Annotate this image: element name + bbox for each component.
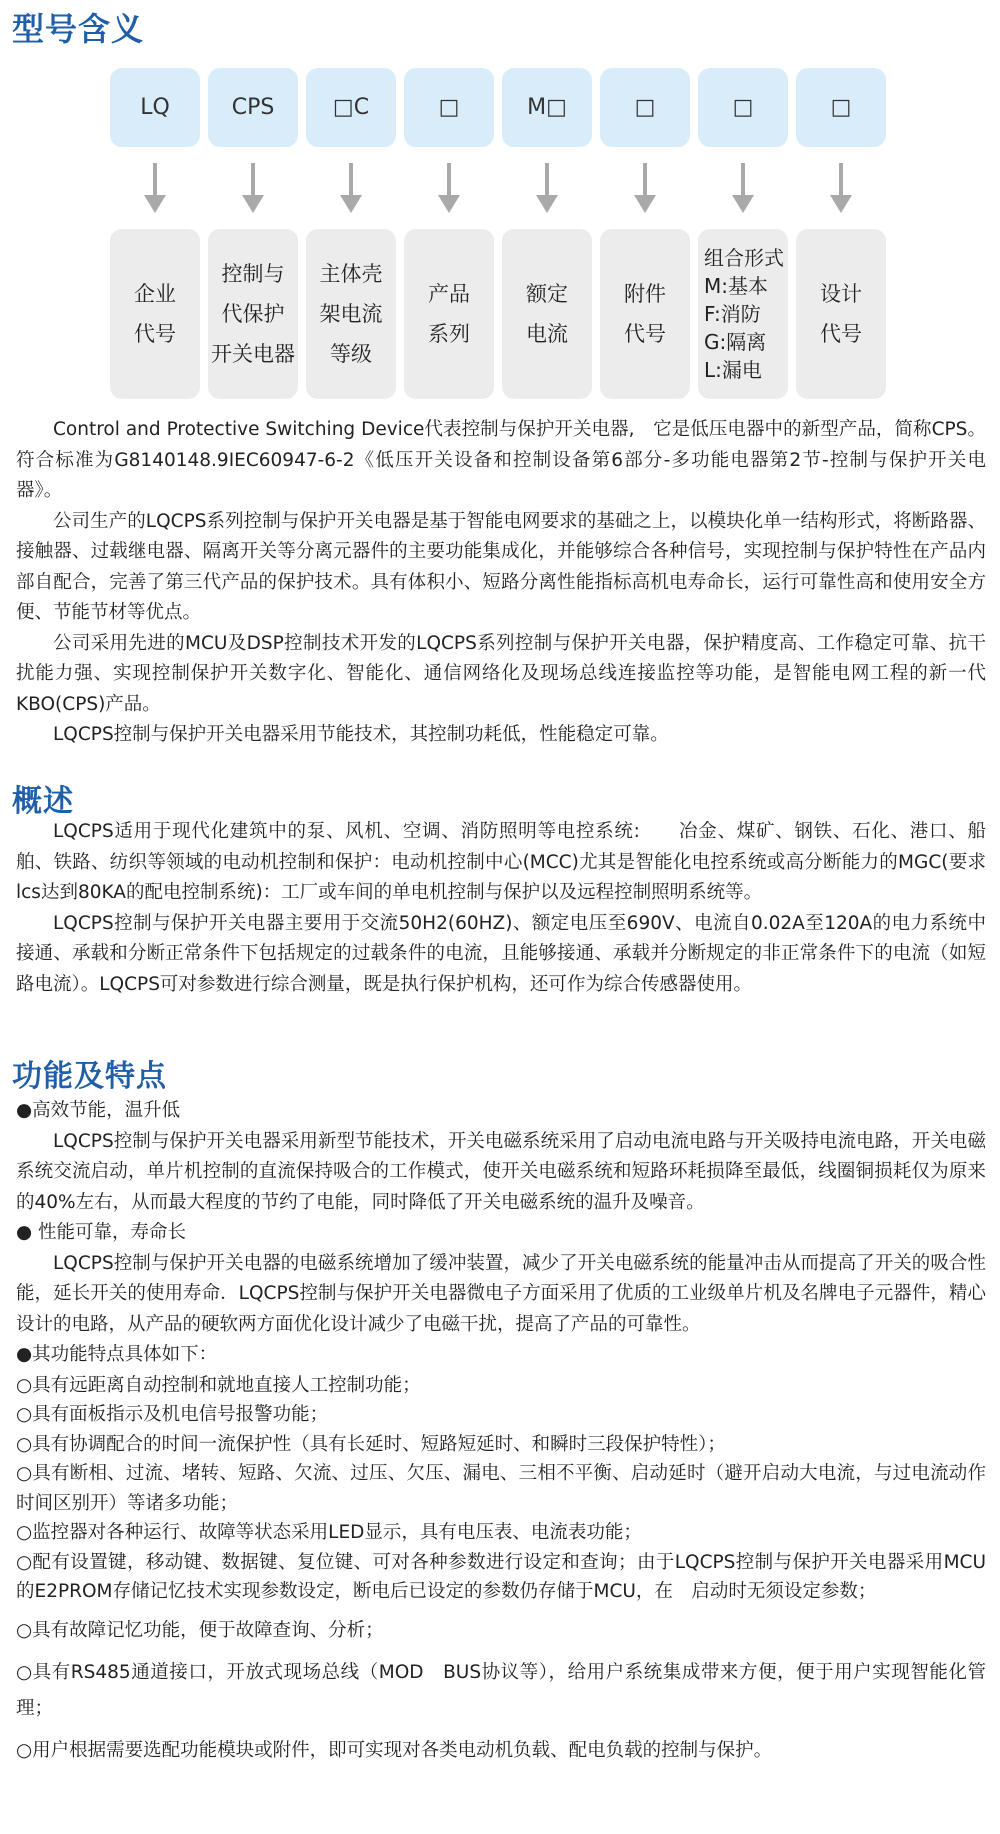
code-box-lq: LQ [110,68,200,147]
desc-line: 额定 [526,282,568,306]
desc-line: F:消防 [704,302,761,326]
arrow-down-icon [144,163,166,213]
code-box-accessory: □ [600,68,690,147]
feature-list-item: ○具有RS485通道接口，开放式现场总线（MOD BUS协议等），给用户系统集成带来方便，便于用户实现智能化管理； [16,1661,986,1719]
desc-line: 架电流 [319,302,383,326]
code-box-rated-current: M□ [502,68,592,147]
desc-line: 设计 [820,282,862,306]
overview-paragraph: LQCPS适用于现代化建筑中的泵、风机、空调、消防照明等电控系统: 冶金、煤矿、钢铁、石化、港口、船舶、铁路、纺织等领域的电动机控制和保护：电动机控制中心(MCC)尤其是智能化电控系统或高分断能力的MGC(要求lcs达到80KA的配电控制系统)：工厂或车间的单电机控制与保护以及远程控制照明系统等。 [16,821,986,903]
desc-line: 产品 [428,282,470,306]
feature-list-item: ○配有设置键，移动键、数据键、复位键、可对各种参数进行设定和查询；由于LQCPS控制与保护开关电器采用MCU的E2PROM存储记忆技术实现参数设定，断电后已设定的参数仍存储于MCU，在 启动时无须设定参数； [16,1551,986,1602]
desc-line: 控制与 [221,262,285,286]
feature-list-item: ○用户根据需要选配功能模块或附件，即可实现对各类电动机负载、配电负载的控制与保护。 [16,1739,773,1761]
overview-text [16,817,986,1000]
desc-line: 电流 [526,322,568,346]
desc-box-series [404,229,494,399]
code-box-cps: CPS [208,68,298,147]
desc-line: 代号 [820,322,862,346]
intro-paragraph: Control and Protective Switching Device代表控制与保护开关电器, 它是低压电器中的新型产品，简称CPS。符合标准为G8140148.9IEC60947-6-2《低压开关设备和控制设备第6部分-多功能电器第2节-控制与保护开关电器》。 [16,419,986,501]
features-title: 功能及特点 [12,1059,167,1094]
arrow-down-icon [634,163,656,213]
feature-list-item: ○具有断相、过流、堵转、短路、欠流、过压、欠压、漏电、三相不平衡、启动延时（避开启动大电流，与过电流动作时间区别开）等诸多功能； [16,1463,986,1514]
feature-heading: ●高效节能，温升低 [16,1100,181,1121]
desc-box-frame-current [306,229,396,399]
feature-list-item: ○具有故障记忆功能，便于故障查询、分析； [16,1619,384,1641]
intro-text [16,415,986,751]
intro-paragraph: 公司采用先进的MCU及DSP控制技术开发的LQCPS系列控制与保护开关电器，保护精度高、工作稳定可靠、抗干扰能力强、实现控制保护开关数字化、智能化、通信网络化及现场总线连接监控等功能，是智能电网工程的新一代KBO(CPS)产品。 [16,632,986,715]
intro-paragraph: LQCPS控制与保护开关电器采用节能技术，其控制功耗低，性能稳定可靠。 [53,724,669,745]
desc-line: 代号 [134,322,176,346]
feature-paragraph: LQCPS控制与保护开关电器的电磁系统增加了缓冲装置，减少了开关电磁系统的能量冲击从而提高了开关的吸合性能，延长开关的使用寿命．LQCPS控制与保护开关电器微电子方面采用了优质的工业级单片机及名牌电子元器件，精心设计的电路，从产品的硬软两方面优化设计减少了电磁干扰，提高了产品的可靠性。 [16,1252,986,1335]
arrow-down-icon [242,163,264,213]
features-text [16,1096,986,1769]
overview-paragraph: LQCPS控制与保护开关电器主要用于交流50H2(60HZ)、额定电压至690V、电流自0.02A至120A的电力系统中接通、承载和分断正常条件下包括规定的过载条件的电流，且能够接通、承载并分断规定的非正常条件下的电流（如短路电流）。LQCPS可对参数进行综合测量，既是执行保护机构，还可作为综合传感器使用。 [16,912,986,995]
desc-line: G:隔离 [704,330,767,354]
intro-paragraph: 公司生产的LQCPS系列控制与保护开关电器是基于智能电网要求的基础之上，以模块化单一结构形式，将断路器、接触器、过载继电器、隔离开关等分离元器件的主要功能集成化，并能够综合各种信号，实现控制与保护特性在产品内部自配合，完善了第三代产品的保护技术。具有体积小、短路分离性能指标高机电寿命长，运行可靠性高和使用安全方便、节能节材等优点。 [16,510,986,623]
arrow-down-icon [438,163,460,213]
arrow-down-icon [732,163,754,213]
code-box-series: □ [404,68,494,147]
desc-line: 组合形式 [704,246,784,270]
feature-list-item: ○监控器对各种运行、故障等状态采用LED显示，具有电压表、电流表功能； [16,1522,642,1543]
desc-line: 代号 [624,322,666,346]
desc-box-enterprise-code [110,229,200,399]
code-box-combination: □ [698,68,788,147]
desc-line: 主体壳 [319,262,383,286]
feature-list-item: ○具有协调配合的时间一流保护性（具有长延时、短路短延时、和瞬时三段保护特性）； [16,1433,726,1455]
feature-heading: ●其功能特点具体如下： [16,1344,218,1365]
feature-heading: ● 性能可靠，寿命长 [16,1222,187,1243]
desc-line: 附件 [624,282,666,306]
arrow-down-icon [340,163,362,213]
desc-line: M:基本 [704,274,768,298]
model-meaning-title: 型号含义 [12,10,145,48]
code-box-frame-current: □C [306,68,396,147]
desc-box-cps [208,229,298,399]
desc-line: 代保护 [221,302,285,326]
feature-paragraph: LQCPS控制与保护开关电器采用新型节能技术，开关电磁系统采用了启动电流电路与开关吸持电流电路，开关电磁系统交流启动，单片机控制的直流保持吸合的工作模式，使开关电磁系统和短路环耗损降至最低，线圈铜损耗仅为原来的40%左右，从而最大程度的节约了电能，同时降低了开关电磁系统的温升及噪音。 [16,1130,986,1213]
desc-line: 等级 [330,342,372,366]
desc-box-accessory [600,229,690,399]
desc-line: 开关电器 [211,342,295,366]
desc-box-combination [698,229,788,399]
feature-list-item: ○具有远距离自动控制和就地直接人工控制功能； [16,1374,421,1396]
overview-title: 概述 [12,784,74,819]
desc-box-rated-current [502,229,592,399]
arrow-down-icon [536,163,558,213]
desc-line: L:漏电 [704,358,762,382]
desc-box-design-code [796,229,886,399]
desc-line: 企业 [134,282,176,306]
arrow-down-icon [830,163,852,213]
desc-line: 系列 [428,322,470,346]
feature-list-item: ○具有面板指示及机电信号报警功能； [16,1404,329,1425]
code-box-design: □ [796,68,886,147]
